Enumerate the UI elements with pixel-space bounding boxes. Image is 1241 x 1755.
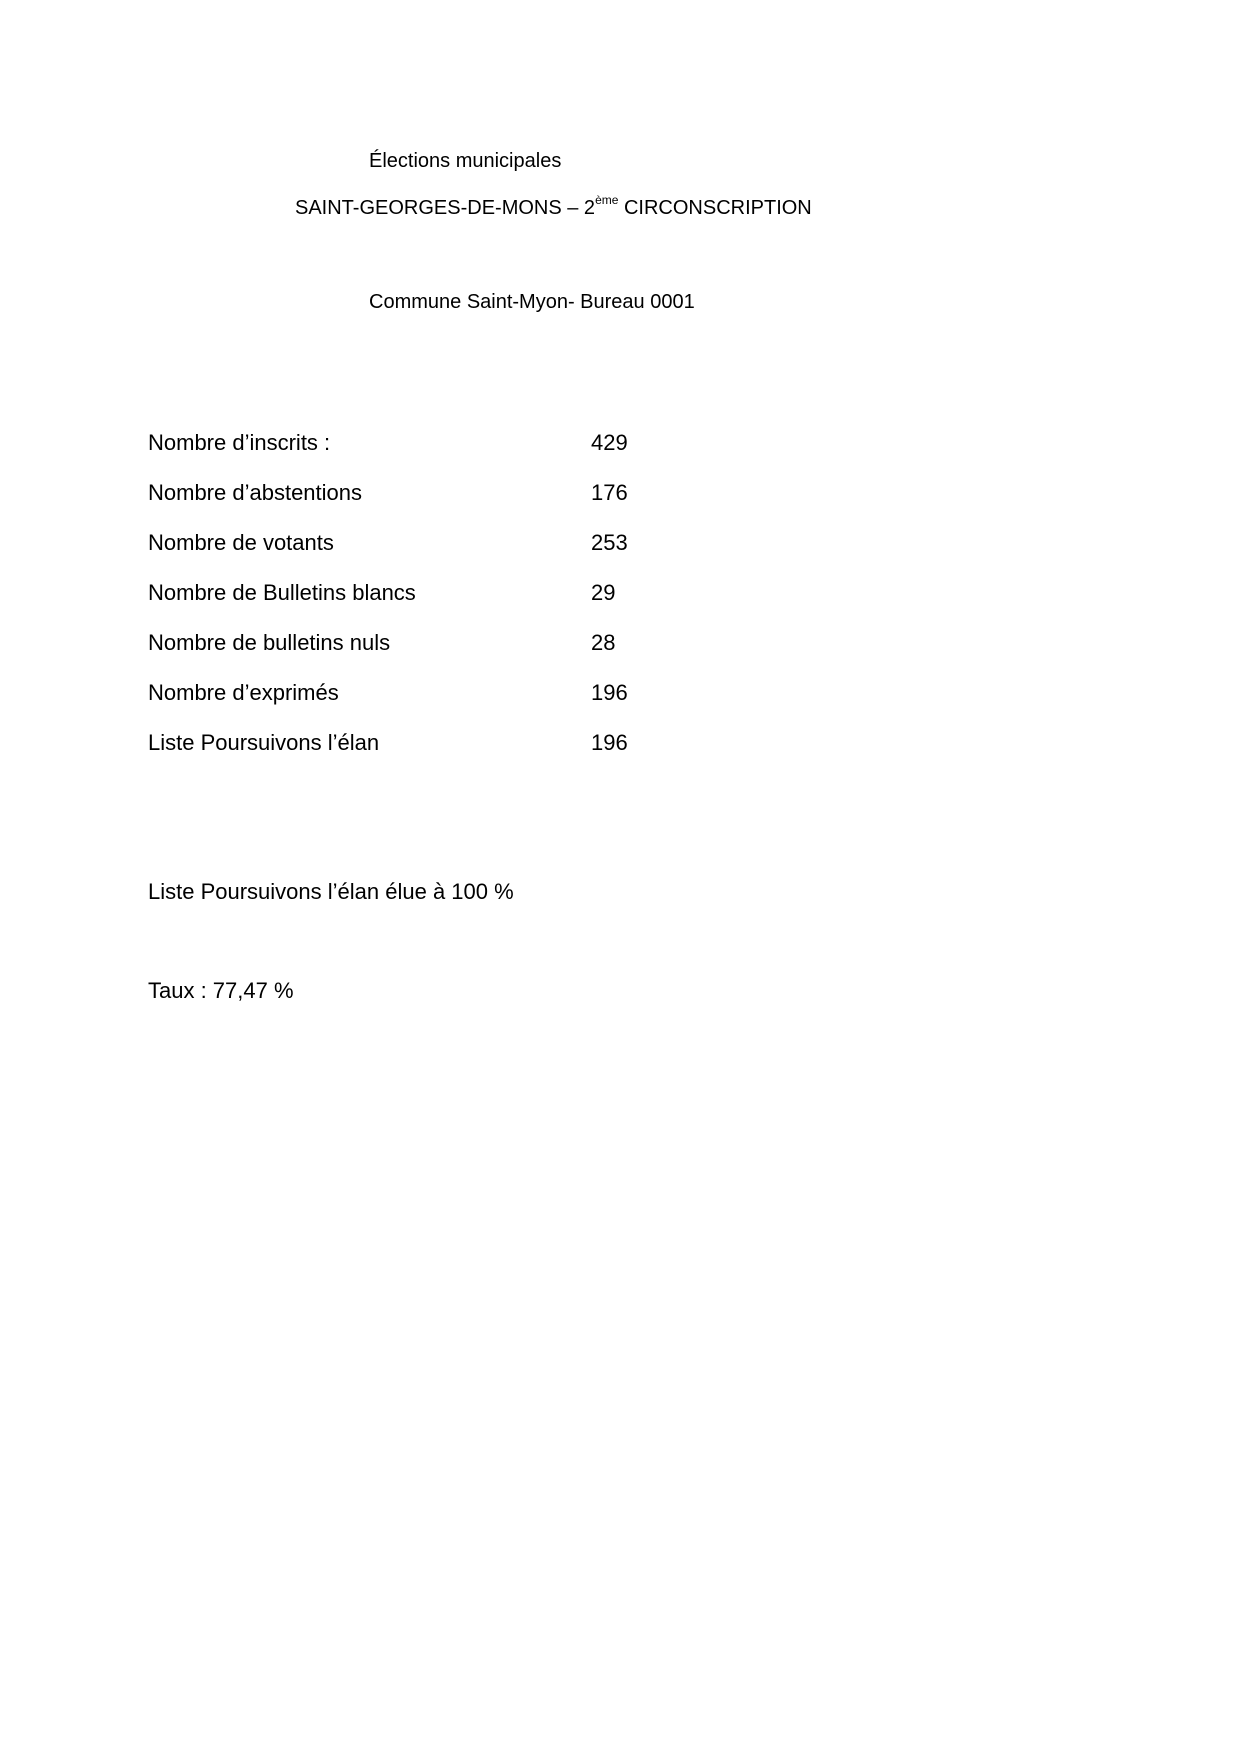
result-label: Nombre d’inscrits :	[148, 430, 331, 455]
document-title: Élections municipales	[369, 150, 562, 172]
result-label: Nombre de votants	[148, 530, 334, 555]
elected-statement: Liste Poursuivons l’élan élue à 100 %	[148, 879, 514, 904]
result-label: Nombre d’exprimés	[148, 680, 339, 705]
result-label: Liste Poursuivons l’élan	[148, 730, 380, 755]
result-row-votants	[148, 530, 748, 580]
circonscription-ordinal-suffix: ème	[595, 193, 619, 208]
result-value: 176	[591, 480, 628, 505]
participation-rate: Taux : 77,47 %	[148, 978, 294, 1003]
commune-bureau: Commune Saint-Myon- Bureau 0001	[369, 291, 695, 313]
result-value: 429	[591, 430, 628, 455]
result-row-inscrits	[148, 430, 748, 480]
results-list	[148, 430, 748, 780]
result-value: 253	[591, 530, 628, 555]
result-label: Nombre d’abstentions	[148, 480, 363, 505]
circonscription-suffix: CIRCONSCRIPTION	[618, 197, 812, 219]
result-value: 196	[591, 730, 628, 755]
result-row-abstentions	[148, 480, 748, 530]
result-value: 28	[591, 630, 616, 655]
result-row-liste	[148, 730, 748, 780]
result-label: Nombre de Bulletins blancs	[148, 580, 416, 605]
result-value: 196	[591, 680, 628, 705]
circonscription-prefix: SAINT-GEORGES-DE-MONS – 2	[295, 197, 596, 219]
result-row-nuls	[148, 630, 748, 680]
circonscription-heading	[295, 193, 812, 220]
result-row-exprimes	[148, 680, 748, 730]
result-value: 29	[591, 580, 616, 605]
result-label: Nombre de bulletins nuls	[148, 630, 391, 655]
result-row-blancs	[148, 580, 748, 630]
